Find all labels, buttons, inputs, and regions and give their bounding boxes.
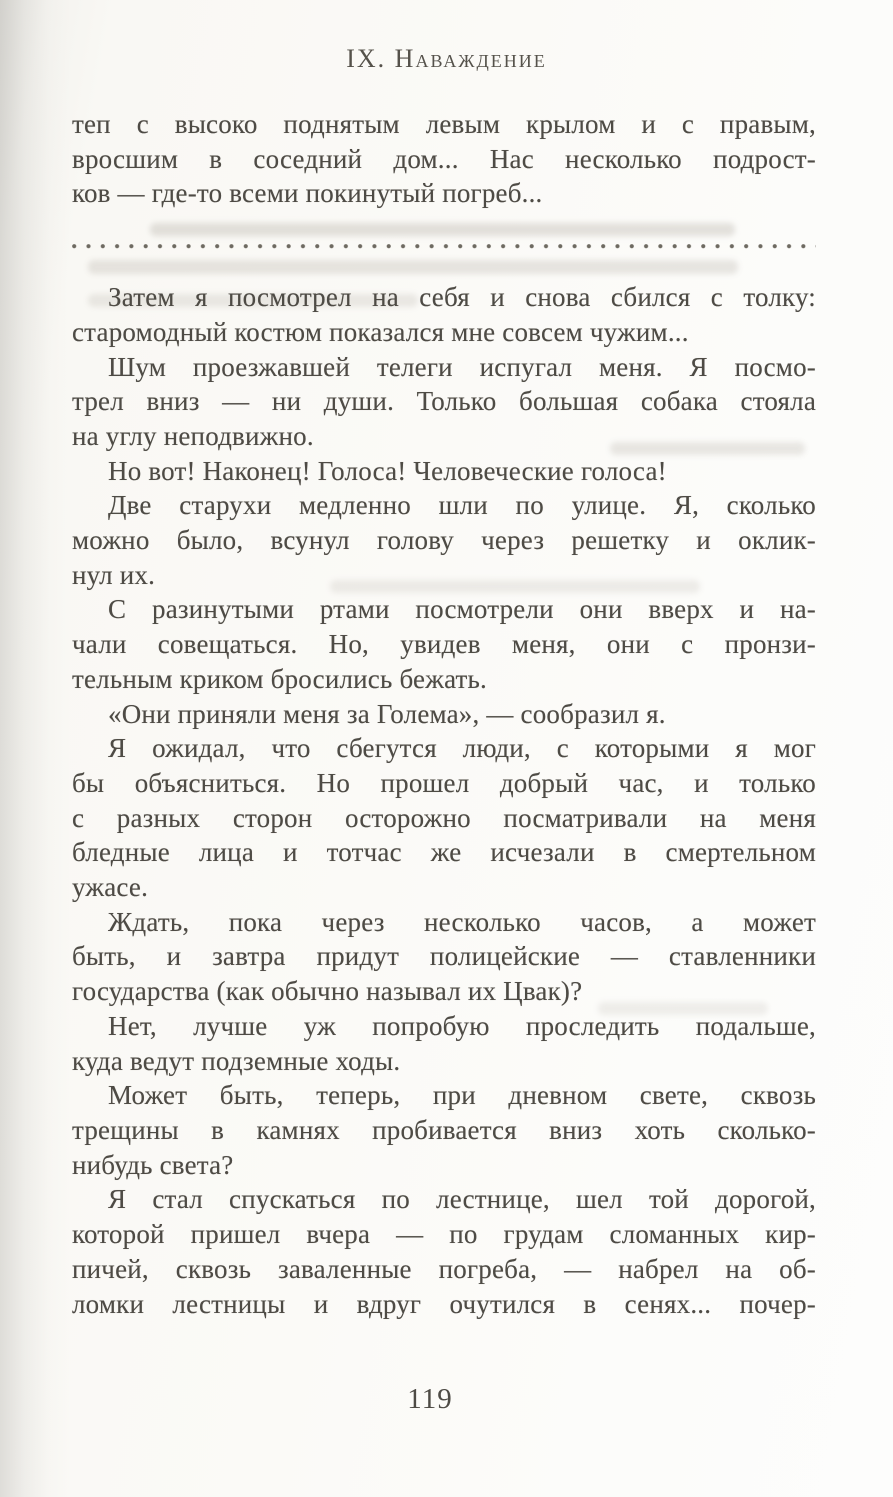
- text-line: Затем я посмотрел на себя и снова сбился с толку:: [108, 282, 816, 313]
- text-line: трещины в камнях пробивается вниз хоть сколько-: [72, 1114, 816, 1145]
- text-line: трел вниз — ни души. Только большая собака стояла: [72, 386, 816, 417]
- paragraph: [72, 697, 816, 732]
- text-line: нибудь света?: [72, 1149, 234, 1180]
- text-line: тельным криком бросились бежать.: [72, 663, 488, 694]
- paragraph: [72, 905, 816, 1009]
- page-spine-shadow: [0, 0, 70, 1497]
- text-line: Шум проезжавшей телеги испугал меня. Я посмо-: [108, 351, 816, 382]
- paragraph: [72, 488, 816, 592]
- paragraph: [72, 107, 816, 211]
- text-column: [72, 107, 816, 1321]
- text-line: «Они приняли меня за Голема», — сообразил я.: [108, 698, 666, 729]
- chapter-header: IX. Наваждение: [346, 44, 547, 73]
- text-line: пичей, сквозь заваленные погреба, — набрел на об-: [72, 1253, 816, 1284]
- paragraph: [72, 280, 816, 349]
- paragraph: [72, 454, 816, 489]
- paragraph: [72, 1182, 816, 1321]
- text-line: ужасе.: [72, 872, 149, 903]
- text-line: государства (как обычно называл их Цвак)?: [72, 976, 583, 1007]
- text-line: ломки лестницы и вдруг очутился в сенях... почер-: [72, 1288, 816, 1319]
- text-line: старомодный костюм показался мне совсем чужим...: [72, 316, 689, 347]
- text-line: теп с высоко поднятым левым крылом и с правым,: [72, 109, 816, 139]
- text-line: Я ожидал, что сбегутся люди, с которыми я мог: [108, 733, 816, 764]
- text-line: Две старухи медленно шли по улице. Я, сколько: [108, 490, 816, 521]
- text-line: быть, и завтра придут полицейские — ставленники: [72, 941, 816, 972]
- text-line: можно было, всунул голову через решетку и оклик-: [72, 525, 816, 556]
- paragraph: [72, 1009, 816, 1078]
- text-line: бы объясниться. Но прошел добрый час, и только: [72, 767, 816, 798]
- paragraph: [72, 731, 816, 905]
- paragraph: [72, 592, 816, 696]
- text-line: Ждать, пока через несколько часов, а может: [108, 906, 816, 937]
- text-line: Я стал спускаться по лестнице, шел той дорогой,: [108, 1184, 816, 1215]
- text-line: ков — где-то всеми покинутый погреб...: [72, 178, 543, 209]
- text-line: которой пришел вчера — по грудам сломанных кир-: [72, 1219, 816, 1250]
- page-number: 119: [407, 1383, 453, 1415]
- text-line: нул их.: [72, 559, 156, 590]
- text-line: Но вот! Наконец! Голоса! Человеческие голоса!: [108, 455, 667, 486]
- paragraph: [72, 350, 816, 454]
- text-line: вросшим в соседний дом... Нас несколько подрост-: [72, 143, 816, 174]
- dotted-separator: [72, 229, 816, 264]
- text-line: С разинутыми ртами посмотрели они вверх и на-: [108, 594, 816, 625]
- text-line: Может быть, теперь, при дневном свете, сквозь: [108, 1080, 816, 1111]
- text-line: бледные лица и тотчас же исчезали в смертельном: [72, 837, 816, 868]
- paragraph: [72, 1078, 816, 1182]
- text-line: с разных сторон осторожно посматривали на меня: [72, 802, 816, 833]
- text-line: куда ведут подземные ходы.: [72, 1045, 401, 1076]
- text-line: чали совещаться. Но, увидев меня, они с пронзи-: [72, 629, 816, 660]
- text-line: Нет, лучше уж попробую проследить подальше,: [108, 1010, 816, 1041]
- text-line: на углу неподвижно.: [72, 420, 314, 451]
